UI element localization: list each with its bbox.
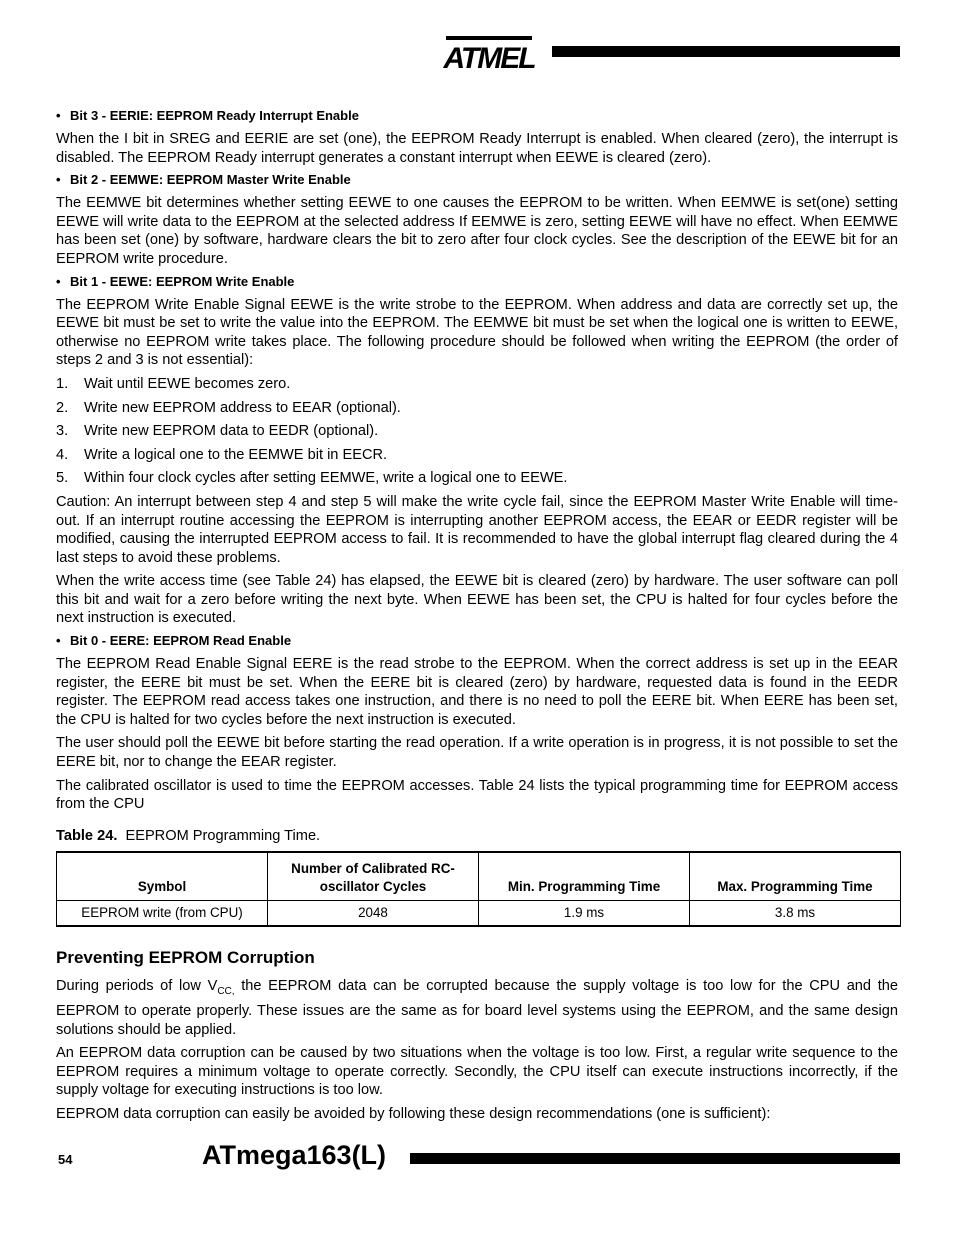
list-item: 3. Write new EEPROM data to EEDR (optional). — [56, 423, 379, 440]
atmel-logo — [440, 30, 538, 76]
table-cell: 1.9 ms — [479, 901, 690, 927]
list-item: 2. Write new EEPROM address to EEAR (optional). — [56, 399, 401, 416]
bit2-heading: • Bit 2 - EEMWE: EEPROM Master Write Enable — [56, 172, 351, 188]
column-header: Min. Programming Time — [479, 852, 690, 901]
table-row — [57, 901, 901, 927]
column-header: Max. Programming Time — [690, 852, 901, 901]
column-header: Number of Calibrated RC-oscillator Cycles — [268, 852, 479, 901]
page-number: 54 — [58, 1152, 73, 1167]
bit0-heading: • Bit 0 - EERE: EEPROM Read Enable — [56, 633, 292, 649]
list-item: 1. Wait until EEWE becomes zero. — [56, 375, 291, 392]
bit1-text: The EEPROM Write Enable Signal EEWE is the write strobe to the EEPROM. When address and data are correctly set up, the EEWE bit must be set to write the value into the EEPROM. The EEMWE bit must be set when the logical one is written to EEWE, otherwise no EEPROM write takes place. The following procedure should be followed when writing the EEPROM (the order of steps 2 and 3 is not essential): — [56, 296, 898, 369]
bit0-text-3: The calibrated oscillator is used to time the EEPROM accesses. Table 24 lists the typical programming time for EEPROM access from the CPU — [56, 777, 898, 813]
document-title: ATmega163(L) — [202, 1140, 387, 1170]
list-item: 5. Within four clock cycles after setting EEMWE, write a logical one to EEWE. — [56, 470, 568, 487]
bit3-text: When the I bit in SREG and EERIE are set (one), the EEPROM Ready Interrupt is enabled. When cleared (zero), the interrupt is disabled. The EEPROM Ready interrupt generates a constant interrupt when EEWE is cleared (zero). — [56, 131, 898, 166]
table-cell: EEPROM write (from CPU) — [57, 901, 268, 927]
column-header: Symbol — [57, 852, 268, 901]
table-caption: Table 24. EEPROM Programming Time. — [56, 827, 321, 844]
table-cell: 3.8 ms — [690, 901, 901, 927]
bit0-text-2: The user should poll the EEWE bit before starting the read operation. If a write operation is in progress, it is not possible to set the EERE bit, nor to change the EEAR register. — [56, 735, 898, 771]
page-content — [56, 108, 898, 1128]
eeprom-programming-time-table — [56, 851, 901, 927]
write-time-text: When the write access time (see Table 24) has elapsed, the EEWE bit is cleared (zero) by hardware. The user software can poll this bit and wait for a zero before writing the next byte. When EEWE has been set, the CPU is halted for four cycles before the next instruction is executed. — [56, 573, 898, 627]
corruption-text-1: During periods of low $V_{CC,}$ the EEPROM data can be corrupted because the supply voltage is too low for the CPU and the EEPROM to operate properly. These issues are the same as for board level systems using the EEPROM, and the same design solutions should be applied. — [56, 978, 898, 1038]
list-item: 4. Write a logical one to the EEMWE bit in EECR. — [56, 446, 388, 463]
corruption-text-3: EEPROM data corruption can easily be avoided by following these design recommendations (one is sufficient): — [56, 1105, 771, 1122]
bit2-text: The EEMWE bit determines whether setting EEWE to one causes the EEPROM to be written. When EEMWE is set(one) setting EEWE will write data to the EEPROM at the selected address If EEMWE is zero, setting EEWE will have no effect. When EEMWE has been set (one) by software, hardware clears the bit to zero after four clock cycles. See the description of the EEWE bit for an EEPROM write procedure. — [56, 195, 898, 267]
write-procedure-steps — [56, 375, 898, 488]
bit3-heading: • Bit 3 - EERIE: EEPROM Ready Interrupt Enable — [56, 108, 359, 123]
bit0-text: The EEPROM Read Enable Signal EERE is the read strobe to the EEPROM. When the correct address is set up in the EEAR register, the EERE bit must be set. When the EERE bit is cleared (zero) by hardware, requested data is found in the EEDR register. The EEPROM read access takes one instruction, and there is no need to poll the EERE bit. When EERE has been set, the CPU is halted for two cycles before the next instruction is executed. — [56, 656, 898, 728]
page-header — [0, 0, 954, 90]
page-footer — [0, 1130, 954, 1180]
caution-text: Caution: An interrupt between step 4 and step 5 will make the write cycle fail, since the EEPROM Master Write Enable will time-out. If an interrupt routine accessing the EEPROM is interrupting another EEPROM access, the EEAR or EEDR register will be modified, causing the interrupted EEPROM access to fail. It is recommended to have the global interrupt flag cleared during the 4 last steps to avoid these problems. — [56, 493, 898, 566]
bit1-heading: • Bit 1 - EEWE: EEPROM Write Enable — [56, 273, 295, 289]
svg-text:ATMEL: ATMEL — [443, 42, 535, 75]
table-cell: 2048 — [268, 901, 479, 927]
corruption-text-2: An EEPROM data corruption can be caused by two situations when the voltage is too low. First, a regular write sequence to the EEPROM requires a minimum voltage to operate correctly. Secondly, the CPU itself can execute instructions incorrectly, if the supply voltage for executing instructions is too low. — [56, 1045, 898, 1099]
header-rule — [552, 46, 900, 57]
footer-rule — [410, 1153, 900, 1164]
table-header-row — [57, 852, 901, 901]
section-title: Preventing EEPROM Corruption — [56, 948, 315, 968]
